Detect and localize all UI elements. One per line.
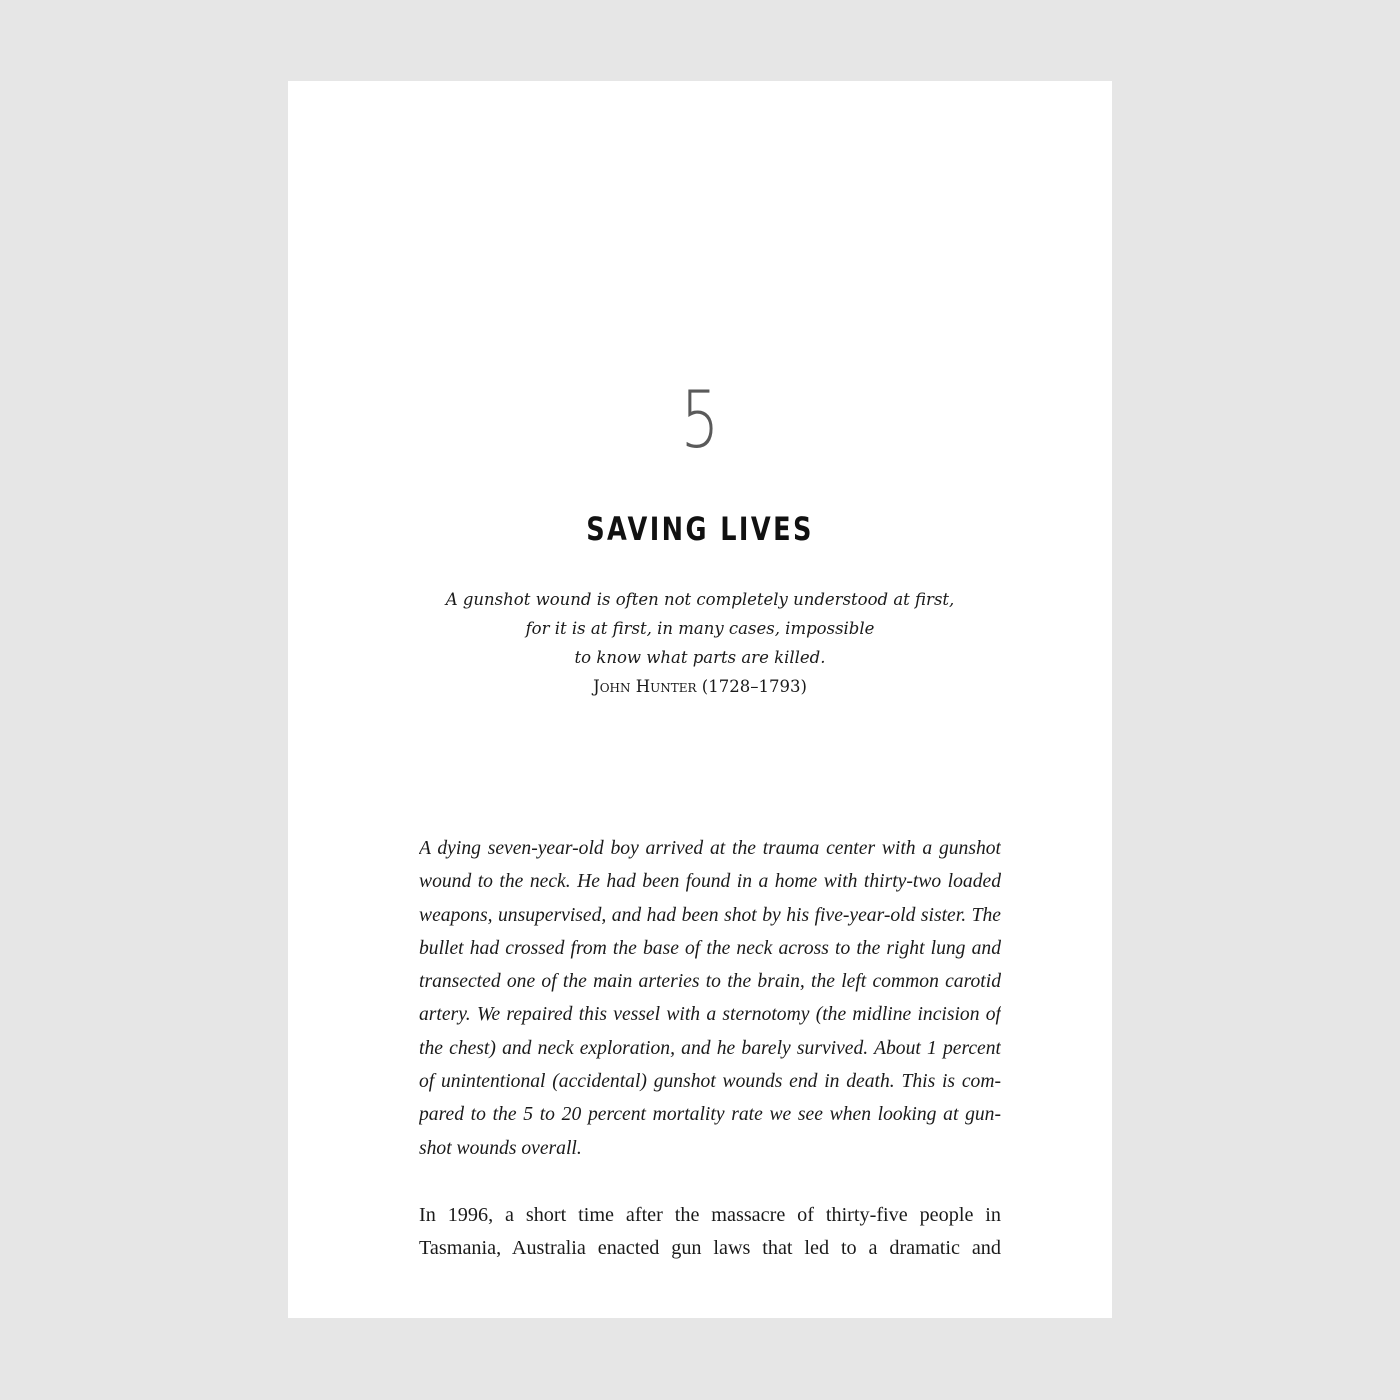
epigraph-line: for it is at first, in many cases, impossible [525,619,875,638]
epigraph-quote [388,585,1012,672]
paragraph-line: the chest) and neck exploration, and he barely survived. About 1 percent [419,1037,1001,1059]
epigraph-line: to know what parts are killed. [574,648,826,667]
book-page [288,81,1112,1318]
paragraph-line: A dying seven-year-old boy arrived at the trauma center with a gunshot [419,838,1001,859]
paragraph-line: wound to the neck. He had been found in a home with thirty-two loaded [419,871,1001,893]
paragraph-line: artery. We repaired this vessel with a sternotomy (the midline incision of [419,1004,1001,1026]
paragraph-line: shot wounds overall. [419,1137,582,1159]
paragraph-line: pared to the 5 to 20 percent mortality rate we see when looking at gun- [419,1104,1001,1126]
chapter-title: SAVING LIVES [586,510,814,548]
paragraph-line: In 1996, a short time after the massacre of thirty-five people in [419,1204,1001,1226]
epigraph-author-dates: (1728–1793) [701,677,807,696]
paragraph-line: weapons, unsupervised, and had been shot by his five-year-old sister. The [419,904,1001,926]
paragraph-line: bullet had crossed from the base of the neck across to the right lung and [419,937,1001,959]
epigraph-line: A gunshot wound is often not completely understood at first, [445,590,955,609]
chapter-number: 5 [680,376,720,466]
paragraph-line: of unintentional (accidental) gunshot wounds end in death. This is com- [419,1071,1001,1093]
epigraph-attribution [388,672,1012,701]
epigraph-author: John Hunter [593,677,697,696]
body-paragraph [419,1199,1001,1266]
italic-paragraph [419,832,1001,1165]
paragraph-line: transected one of the main arteries to the brain, the left common carotid [419,971,1001,993]
paragraph-line: Tasmania, Australia enacted gun laws that led to a dramatic and [419,1237,1001,1260]
